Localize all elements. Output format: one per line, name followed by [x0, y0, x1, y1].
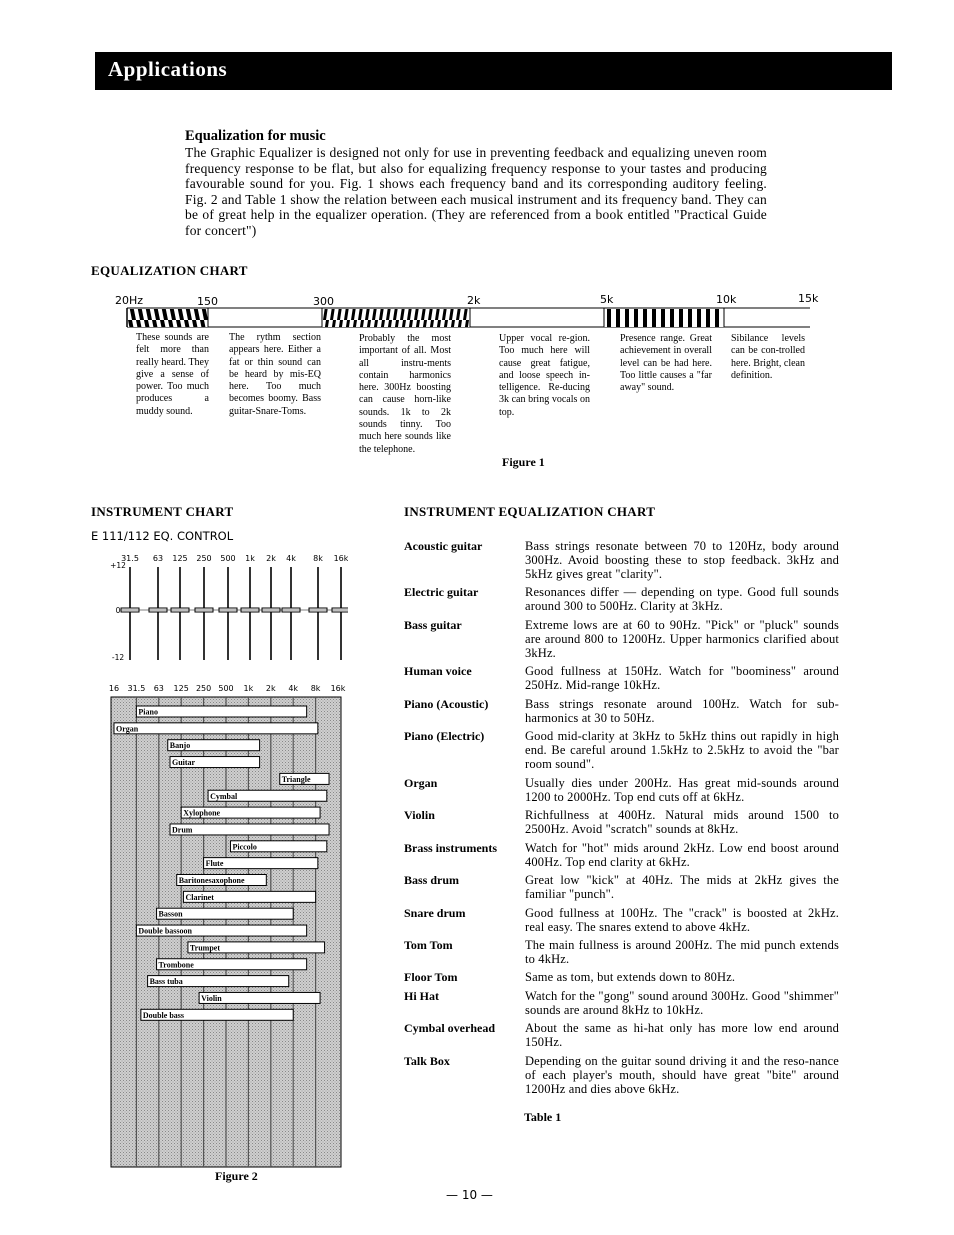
instrument-desc: Good fullness at 150Hz. Watch for "boominess" around 250Hz. Mid-range 10kHz. — [525, 664, 839, 692]
instrument-bar — [141, 1009, 293, 1020]
instrument-bar-label: Cymbal — [210, 791, 238, 801]
instrument-desc: Resonances differ — depending on type. Good full sounds around 300 to 500Hz. Clarity at 3kHz. — [525, 585, 839, 613]
instrument-name: Electric guitar — [404, 585, 479, 599]
band-description: The rythm section appears here. Either a fat or thin sound can be heard by mis-EQ here. Too much becomes boomy. Bass guitar-Snare-Toms. — [229, 332, 321, 417]
instr-eq-chart-heading: INSTRUMENT EQUALIZATION CHART — [404, 504, 656, 519]
freq-label: 10k — [716, 293, 737, 306]
instrument-bar — [157, 908, 294, 919]
instrument-bar — [204, 858, 318, 869]
instrument-bar — [280, 773, 329, 784]
instrument-desc: Bass strings resonate between 70 to 120Hz, body around 300Hz. Avoid boosting these to stop feedback. 3kHz and 5kHz gives great "clarity". — [525, 539, 839, 581]
instrument-bar — [148, 976, 289, 987]
bar-freq-label: 250 — [195, 684, 212, 693]
band-description: Presence range. Great achievement in overall level can be had here. Too little causes a "far away" sound. — [620, 333, 712, 394]
instrument-bar — [170, 824, 329, 835]
instrument-bar-label: Basson — [158, 909, 183, 919]
freq-label: 300 — [313, 295, 334, 308]
instrument-desc: Same as tom, but extends down to 80Hz. — [525, 970, 736, 984]
instrument-desc: Good fullness at 100Hz. The "crack" is boosted at 2kHz. real easy. The snares extend to above 4kHz. — [525, 906, 839, 934]
instrument-name: Cymbal overhead — [404, 1021, 495, 1035]
instrument-bar-rect — [114, 723, 318, 734]
freq-label: 5k — [600, 293, 614, 306]
instrument-name: Hi Hat — [404, 989, 439, 1003]
instrument-name: Organ — [404, 776, 438, 790]
level-label: -12 — [111, 653, 125, 662]
instrument-bar-label: Banjo — [169, 741, 191, 751]
control-freq-label: 16k — [333, 554, 348, 563]
bar-freq-label: 16k — [330, 684, 346, 693]
instrument-bar-label: Clarinet — [185, 892, 214, 902]
instrument-range-figure — [108, 540, 348, 1180]
instrument-bar — [181, 807, 320, 818]
bar-freq-label: 31.5 — [127, 684, 146, 693]
instrument-bar — [177, 875, 267, 886]
instrument-name: Piano (Acoustic) — [404, 697, 489, 711]
instrument-desc: Depending on the guitar sound driving it and the reso-nance of each player's mouth, should have great "bite" around 1200Hz and dies above 6kHz. — [525, 1054, 839, 1096]
instrument-name: Bass drum — [404, 873, 460, 887]
instrument-chart-heading: INSTRUMENT CHART — [91, 504, 234, 519]
instrument-name: Piano (Electric) — [404, 729, 485, 743]
control-freq-label: 250 — [196, 554, 212, 563]
eq-music-body: The Graphic Equalizer is designed not only for use in preventing feedback and equalizing uneven room frequency response to be flat, but also for equalizing frequency response to your tastes and producing favourable sound for you. Fig. 1 shows each frequency band and its corresponding auditory feeling. Fig. 2 and Table 1 show the relation between each musical instrument and its frequency band. They can be of great help in the equalizer operation. (They are referenced from a book entitled "Practical Guide for concert") — [185, 145, 767, 238]
instrument-bar-label: Double bassoon — [138, 926, 192, 936]
instrument-bar — [136, 925, 306, 936]
instrument-bar-label: Triangle — [281, 774, 311, 784]
instrument-desc: Watch for "hot" mids around 2kHz. Low end boost around 400Hz. Top end clarity at 6kHz. — [525, 841, 839, 869]
instrument-bar-label: Drum — [172, 825, 193, 835]
figure-2-caption: Figure 2 — [215, 1169, 258, 1183]
instrument-desc: About the same as hi-hat only has more low end around 150Hz. — [525, 1021, 839, 1049]
instrument-desc: Extreme lows are at 60 to 90Hz. "Pick" or "pluck" sounds are around 800 to 1200Hz. Upper harmonics clarified about 3kHz. — [525, 618, 839, 660]
instrument-bar — [199, 992, 320, 1003]
control-freq-label: 2k — [266, 554, 276, 563]
title-bar — [95, 52, 892, 90]
instrument-bar-label: Piano — [138, 707, 158, 717]
figure-1-caption: Figure 1 — [502, 455, 545, 469]
instrument-name: Talk Box — [404, 1054, 450, 1068]
instrument-name: Acoustic guitar — [404, 539, 483, 553]
control-freq-label: 125 — [172, 554, 188, 563]
band-segment-1 — [128, 309, 208, 327]
level-label: +12 — [110, 561, 126, 570]
instrument-bar-label: Trombone — [158, 960, 194, 970]
instrument-bar — [208, 790, 327, 801]
instrument-desc: Great low "kick" at 40Hz. The mids at 2kHz gives the familiar "punch". — [525, 873, 839, 901]
level-label: 0 — [115, 606, 121, 615]
instrument-bar — [157, 959, 307, 970]
band-description: Probably the most important of all. Most all instru-ments contain harmonics here. 300Hz boosting can cause horn-like sounds. 1k to 2k sounds tinny. Too much here sounds like the telephone. — [359, 333, 451, 455]
bar-freq-label: 2k — [265, 684, 276, 693]
band-description: These sounds are felt more than really heard. They give a sense of power. Too much produces a muddy sound. — [136, 332, 209, 417]
instrument-bar-label: Violin — [201, 993, 222, 1003]
control-freq-label: 8k — [313, 554, 323, 563]
instrument-name: Brass instruments — [404, 841, 498, 855]
instrument-bar-rect — [170, 824, 329, 835]
freq-label: 150 — [197, 295, 218, 308]
bar-freq-label: 500 — [218, 684, 234, 693]
instrument-bar — [114, 723, 318, 734]
page-number: — 10 — — [446, 1188, 493, 1202]
instrument-name: Human voice — [404, 664, 472, 678]
instrument-bar — [188, 942, 325, 953]
table-1-caption: Table 1 — [524, 1110, 562, 1124]
instrument-bar-label: Baritonesaxophone — [178, 876, 245, 885]
freq-label: 15k — [798, 292, 819, 305]
instrument-desc: Bass strings resonate around 100Hz. Watch for sub-harmonics at 30 to 50Hz. — [525, 697, 839, 725]
instrument-bar — [170, 757, 260, 768]
instrument-bar-label: Flute — [205, 859, 224, 869]
instrument-desc: The main fullness is around 200Hz. The mid punch extends to 4kHz. — [525, 938, 839, 966]
instrument-bar — [230, 841, 326, 852]
control-freq-label: 4k — [286, 554, 296, 563]
band-description: Sibilance levels can be con-trolled here. Bright, clean definition. — [731, 333, 805, 381]
instrument-name: Snare drum — [404, 906, 466, 920]
instrument-desc: Usually dies under 200Hz. Has great mid-sounds around 1200 to 2000Hz. Top end cuts off at 6kHz. — [525, 776, 839, 804]
eq-control-subheading: E 111/112 EQ. CONTROL — [91, 529, 234, 543]
instrument-desc: Watch for the "gong" sound around 300Hz. Good "shimmer" sounds are around 8kHz to 10kHz. — [525, 989, 839, 1017]
instrument-name: Floor Tom — [404, 970, 458, 984]
instrument-name: Tom Tom — [404, 938, 453, 952]
instrument-name: Bass guitar — [404, 618, 462, 632]
bar-freq-label: 16 — [108, 684, 120, 693]
instrument-bar-label: Organ — [116, 724, 139, 734]
instrument-bar-label: Trumpet — [189, 943, 220, 953]
instrument-bar-rect — [136, 706, 306, 717]
frequency-band-bar — [120, 300, 820, 330]
band-description: Upper vocal re-gion. Too much here will cause great fatigue, and loose speech in-telligence. Re-ducing 3k can bring vocals on top. — [499, 333, 590, 418]
freq-label: 20Hz — [115, 294, 144, 307]
eq-chart-heading: EQUALIZATION CHART — [91, 263, 248, 278]
instrument-desc: Richfullness at 400Hz. Natural mids around 1500 to 2500Hz. Avoid "scratch" sounds at 8kHz. — [525, 808, 839, 836]
instrument-desc: Good mid-clarity at 3kHz to 5kHz thins out rapidly in high end. Be careful around 1.5kHz to 2.5kHz to avoid the "bar room sound". — [525, 729, 839, 771]
bar-freq-label: 8k — [310, 684, 321, 693]
control-freq-label: 31.5 — [121, 554, 139, 563]
bar-freq-label: 125 — [173, 684, 189, 693]
instrument-bar — [168, 740, 260, 751]
instrument-bar-label: Double bass — [142, 1010, 185, 1020]
band-segment-5 — [604, 309, 724, 327]
control-freq-label: 1k — [245, 554, 255, 563]
control-freq-label: 500 — [220, 554, 236, 563]
instrument-bar-label: Piccolo — [232, 842, 257, 852]
instrument-name: Violin — [404, 808, 435, 822]
bar-freq-label: 4k — [288, 684, 299, 693]
bar-freq-label: 63 — [153, 684, 164, 693]
band-segment-3 — [322, 309, 470, 327]
control-freq-label: 63 — [152, 554, 164, 563]
bar-freq-label: 1k — [243, 684, 254, 693]
instrument-bar — [136, 706, 306, 717]
freq-label: 2k — [467, 294, 481, 307]
page-title: Applications — [108, 57, 228, 81]
eq-music-heading: Equalization for music — [185, 128, 326, 144]
instrument-bar-label: Xylophone — [183, 808, 221, 818]
instrument-bar — [183, 891, 315, 902]
instrument-bar-label: Guitar — [172, 758, 196, 768]
instrument-bar-label: Bass tuba — [149, 977, 183, 987]
